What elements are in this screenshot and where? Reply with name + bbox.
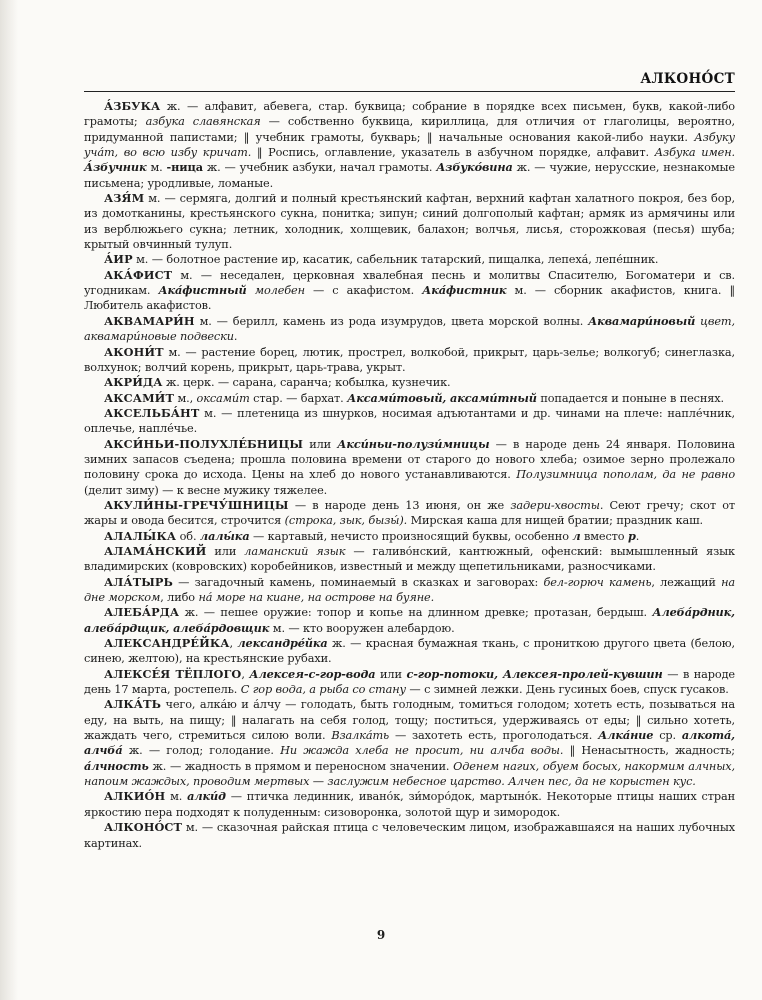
example-text: задери-хвосты. bbox=[510, 498, 604, 512]
dictionary-entry bbox=[84, 99, 735, 191]
definition-text: попадается и поныне в песнях. bbox=[536, 391, 725, 405]
derived-word: алки́д bbox=[187, 789, 226, 804]
definition-text: ж. — чужие, нерусские, незнакомые письмена; уродливые, ломаные. bbox=[84, 161, 735, 190]
definition-text: или bbox=[375, 667, 407, 681]
derived-word: лалы́ка bbox=[199, 528, 250, 543]
definition-text: ж. — жадность в прямом и переносном значении. bbox=[148, 759, 454, 773]
definition-text: или bbox=[303, 437, 338, 451]
headword: АКРИ́ДА bbox=[104, 375, 163, 390]
definition-text: ж. — голод; голодание. bbox=[122, 744, 281, 758]
definition-text: — в народе день 13 июня, он же bbox=[288, 498, 511, 512]
definition-text: м., bbox=[173, 391, 197, 405]
definition-text: ‖ Роспись, оглавление, указатель в азбучном порядке, алфавит. bbox=[251, 146, 655, 160]
derived-word: с-гор-потоки, Алексея-пролей-кувшин bbox=[406, 666, 663, 681]
dictionary-entry bbox=[84, 252, 735, 267]
definition-text: ср. bbox=[653, 729, 682, 743]
example-text: С гор вода, а рыба со стану bbox=[240, 683, 406, 697]
derived-word: Акси́ньи-полузи́мницы bbox=[337, 436, 490, 451]
headword: АЛАМА́НСКИЙ bbox=[104, 543, 207, 558]
definition-text: — с зимней лежки. День гусиных боев, спуск гусаков. bbox=[405, 683, 729, 697]
definition-text: м. bbox=[165, 790, 188, 804]
example-text: на дне морском bbox=[84, 575, 736, 604]
dictionary-entry bbox=[84, 820, 735, 851]
dictionary-entry bbox=[84, 314, 735, 345]
derived-word: Аксами́товый, аксами́тный bbox=[347, 390, 537, 405]
headword: АКСАМИ́Т bbox=[104, 390, 174, 405]
example-text: Полузимница пополам, да не равно bbox=[516, 468, 735, 482]
example-text: Азбука имен. bbox=[654, 146, 735, 160]
derived-word: Алка́ние bbox=[598, 728, 654, 743]
headword: АЗЯ́М bbox=[104, 191, 145, 206]
definition-text: . bbox=[635, 529, 640, 543]
dictionary-entry bbox=[84, 498, 735, 529]
definition-text: ж. — красная бумажная ткань, с прониткою другого цвета (белою, синею, желтою), на крестьянские рубахи. bbox=[84, 637, 735, 666]
derived-word: Алексея-с-гор-вода bbox=[249, 666, 376, 681]
example-text: оксами́т bbox=[196, 391, 250, 405]
dictionary-entry bbox=[84, 667, 735, 698]
definition-text: Сеют гречу; скот от жары и овода бесится, строчится bbox=[84, 498, 735, 528]
definition-text: м. — болотное растение ир, касатик, сабельник татарский, пищалка, лепеха́, лепе́шник. bbox=[132, 253, 659, 267]
definition-text: м. — неседален, церковная хвалебная песнь и молитвы Спасителю, Богоматери и св. угодникам. bbox=[84, 268, 735, 298]
definition-text: или bbox=[206, 544, 245, 558]
dictionary-entry bbox=[84, 636, 735, 667]
definition-text: — захотеть есть, проголодаться. bbox=[389, 729, 599, 743]
definition-text: — птичка лединник, ивано́к, зи́моро́док, мартыно́к. Некоторые птицы наших стран яркостию пера подходят к полуденным: сизоворонка, золотой щур и зимородок. bbox=[84, 790, 735, 819]
definition-text: ж. — пешее оружие: топор и копье на длинном древке; протазан, бердыш. bbox=[179, 606, 653, 620]
headword: АЛКА́ТЬ bbox=[104, 697, 161, 712]
definition-text: , bbox=[229, 637, 238, 651]
definition-text: м. — сказочная райская птица с человеческим лицом, изображавшаяся на наших лубочных картинах. bbox=[84, 821, 735, 850]
derived-word: Ака́фистник bbox=[422, 283, 507, 298]
example-text: ламанский язык bbox=[244, 544, 346, 558]
dictionary-entry bbox=[84, 697, 735, 789]
page-number: 9 bbox=[376, 928, 386, 942]
definition-text: м. — берилл, камень из рода изумрудов, цвета морской волны. bbox=[194, 314, 589, 328]
definition-text: Мирская каша для нищей братии; праздник каш. bbox=[407, 514, 703, 528]
definition-text: об. bbox=[176, 529, 200, 543]
dictionary-entry bbox=[84, 605, 735, 636]
dictionary-entry bbox=[84, 268, 735, 314]
dictionary-entry bbox=[84, 375, 735, 390]
headword: АКСЕЛЬБА́НТ bbox=[104, 405, 200, 420]
definition-text: , либо bbox=[160, 591, 199, 604]
derived-word: р bbox=[627, 528, 636, 543]
definition-text: — в народе день 24 января. Половина зимних запасов съедена; прошла половина времени от старого до нового хлеба; озимое зерно пролежало половину срока до исхода. Цены на хлеб до нового устанавливаются. bbox=[84, 437, 735, 482]
bold-form: -ница bbox=[166, 160, 203, 175]
dictionary-entry bbox=[84, 575, 735, 606]
dictionary-entry bbox=[84, 391, 735, 406]
headword: А́ЗБУКА bbox=[104, 99, 161, 113]
example-text: Оденем нагих, обуем босых, накормим алчных, напоим жаждых, проводим мертвых — заслужим небесное царство. Алчен пес, да не корыстен кус. bbox=[84, 759, 736, 789]
definition-text: — картавый, нечисто произносящий буквы, особенно bbox=[249, 529, 573, 543]
derived-word: лександре́йка bbox=[237, 636, 328, 651]
derived-word: Аквамари́новый bbox=[588, 313, 696, 328]
headword: АЛЕКСЕ́Я ТЁПЛОГО bbox=[104, 666, 242, 681]
definition-text: — собственно буквица, кириллица, для отличия от глаголицы, вероятно, придуманной папистами; ‖ учебник грамоты, букварь; ‖ начальные основания какой-либо науки. bbox=[84, 115, 735, 144]
derived-word: А́збучник bbox=[84, 160, 147, 175]
headword: АКВАМАРИ́Н bbox=[104, 313, 195, 328]
headword: АКА́ФИСТ bbox=[104, 267, 173, 282]
example-text: азбука славянская bbox=[145, 115, 261, 129]
headword: АЛКОНО́СТ bbox=[104, 820, 183, 835]
dictionary-entry bbox=[84, 529, 735, 544]
definition-text bbox=[247, 284, 255, 297]
headword: АЛАЛЫ́КА bbox=[104, 528, 177, 543]
dictionary-entry bbox=[84, 437, 735, 498]
definition-text: ж. — учебник азбуки, начал грамоты. bbox=[202, 161, 437, 175]
definition-text: , bbox=[241, 667, 250, 681]
derived-word: Ака́фистный bbox=[158, 283, 247, 298]
headword: АКСИ́НЬИ-ПОЛУХЛЕ́БНИЦЫ bbox=[104, 436, 304, 451]
definition-text: вместо bbox=[580, 529, 628, 543]
headword: АКУЛИ́НЫ-ГРЕЧУ́ШНИЦЫ bbox=[104, 497, 289, 512]
derived-word: Азбуко́вина bbox=[436, 160, 513, 175]
dictionary-entry bbox=[84, 191, 735, 252]
definition-text: м. bbox=[146, 161, 167, 175]
entries-column bbox=[84, 99, 735, 851]
headword: АЛЕБА́РДА bbox=[104, 605, 180, 620]
definition-text: ж. — алфавит, абевега, стар. буквица; собрание в порядке всех письмен, букв, какой-либо грамоты; bbox=[84, 100, 735, 129]
derived-word: а́лчность bbox=[84, 758, 149, 773]
example-text: молебен bbox=[254, 284, 305, 298]
running-head: АЛКОНО́СТ bbox=[640, 71, 735, 87]
derived-word: Алеба́рдник, алеба́рдщик, алеба́рдовщик bbox=[84, 605, 735, 635]
derived-word: алкота́, алчба́ bbox=[84, 728, 735, 758]
definition-text: м. — сермяга, долгий и полный крестьянский кафтан, верхний кафтан халатного покроя, без бор, из домотканины, крестьянского сукна, понитка; зипун; синий долгополый кафтан; армяк из армячины или из верблюжьего сукна; летник, холодник, холщевик, балахон; волчья, лисья, сторожковая (песья) шуба; крытый овчинный тулуп. bbox=[84, 192, 735, 252]
example-text: Взалка́ть bbox=[331, 729, 390, 743]
definition-text: ж. церк. — сарана, саранча; кобылка, кузнечик. bbox=[162, 376, 451, 390]
definition-text: м. — растение борец, лютик, прострел, волкобой, прикрыт, царь-зелье; волкогуб; синеглазка, волхунок; волчий корень, прикрыт, царь-трава, укрыт. bbox=[84, 345, 735, 374]
definition-text: м. — плетеница из шнурков, носимая адъютантами и др. чинами на плече: напле́чник, оплечье, напле́чье. bbox=[84, 406, 735, 436]
example-text: Ни жажда хлеба не просит, ни алчба воды. bbox=[280, 744, 564, 758]
example-text: (строка, зык, бызы́). bbox=[284, 514, 408, 528]
headword: А́ИР bbox=[104, 252, 133, 267]
derived-word: л bbox=[572, 528, 581, 543]
definition-text: — с акафистом. bbox=[304, 284, 423, 298]
headword: АЛКИО́Н bbox=[104, 789, 166, 804]
definition-text: — в народе день 17 марта, ростепель. bbox=[84, 667, 735, 697]
dictionary-entry bbox=[84, 789, 735, 820]
definition-text: (делит зиму) — к весне мужику тяжелее. bbox=[84, 483, 328, 497]
definition-text: стар. — бархат. bbox=[249, 391, 348, 405]
definition-text: — загадочный камень, поминаемый в сказках и заговорах: bbox=[172, 575, 544, 589]
definition-text: — галиво́нский, кантюжный, офенский: вымышленный язык владимирских (ковровских) коробейников, известный и между щепетильниками, разносчиками. bbox=[84, 544, 735, 574]
example-text: бел-горюч камень bbox=[543, 575, 652, 589]
definition-text: , лежащий bbox=[651, 575, 722, 589]
dictionary-entry bbox=[84, 544, 735, 575]
example-text: Азбуку уча́т, во всю избу кричат. bbox=[84, 130, 735, 160]
dictionary-entry bbox=[84, 345, 735, 376]
definition-text: ‖ Ненасытность, жадность; bbox=[563, 744, 735, 758]
example-text: цвет, аквамари́новые подвески. bbox=[84, 314, 735, 344]
headword: АЛА́ТЫРЬ bbox=[104, 574, 173, 589]
header-rule bbox=[84, 91, 735, 92]
dictionary-entry bbox=[84, 406, 735, 437]
example-text: на́ море на киане, на острове на буяне. bbox=[198, 591, 435, 604]
definition-text: м. — сборник акафистов, книга. ‖ Любитель акафистов. bbox=[84, 284, 735, 313]
definition-text: чего, алка́ю и а́лчу — голодать, быть голодным, томиться голодом; хотеть есть, позываться на еду, на выть, на пищу; ‖ налагать на себя голод, тощу; поститься, удерживаясь от еды; ‖ сильно хотеть, жаждать чего, стремиться силою воли. bbox=[84, 698, 735, 743]
headword: АКОНИ́Т bbox=[104, 344, 164, 359]
headword: АЛЕКСАНДРЕ́ЙКА bbox=[104, 636, 230, 651]
definition-text: м. — кто вооружен алебардою. bbox=[269, 621, 455, 635]
